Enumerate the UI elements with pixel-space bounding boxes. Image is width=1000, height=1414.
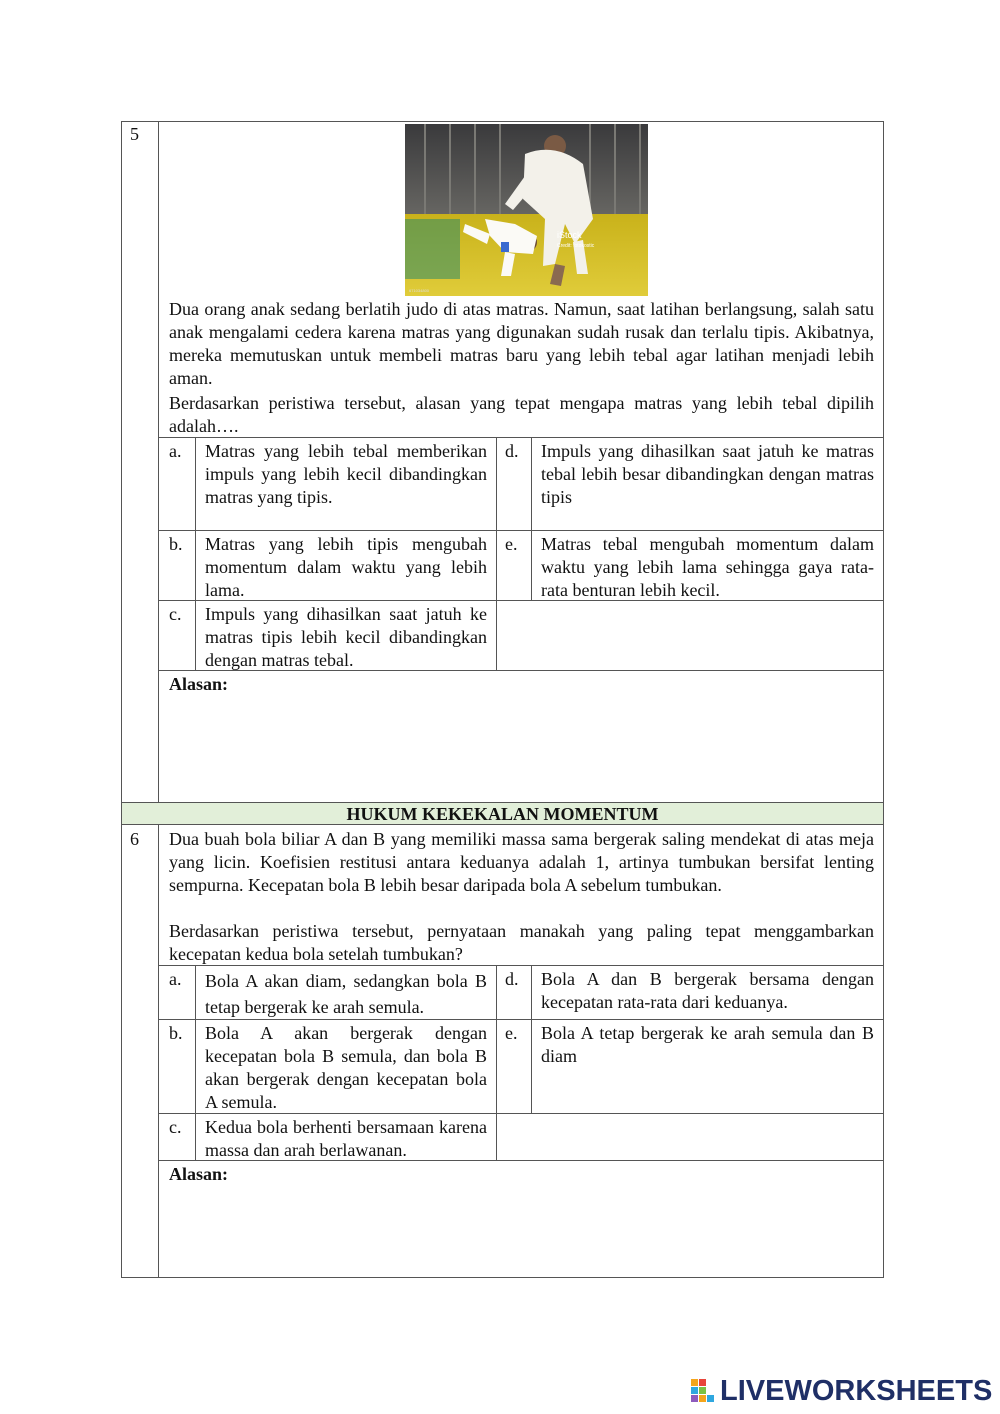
liveworksheets-logo-icon [690, 1378, 716, 1404]
q6-option-c[interactable]: Kedua bola berhenti bersamaan karena massa dan arah berlawanan. [205, 1117, 487, 1160]
q6-option-c-letter: c. [169, 1117, 182, 1137]
divider [195, 965, 196, 1161]
question-number-5: 5 [130, 124, 139, 144]
watermark-brand: iStock [557, 230, 582, 240]
q6-option-d[interactable]: Bola A dan B bergerak bersama dengan kecepatan rata-rata dari keduanya. [541, 969, 874, 1012]
q6-option-a-letter: a. [169, 969, 182, 989]
divider [496, 965, 497, 1161]
q6-option-d-letter: d. [505, 969, 519, 989]
number-column-divider [158, 121, 159, 1278]
q5-reason-label: Alasan: [169, 674, 229, 694]
q6-reason-label: Alasan: [169, 1164, 229, 1184]
q5-stem-paragraph-1: Dua orang anak sedang berlatih judo di atas matras. Namun, saat latihan berlangsung, salah satu anak mengalami cedera karena matras yang digunakan sudah rusak dan terlalu tipis. Akibatnya, mereka memutuskan untuk membeli matras baru yang lebih tebal agar latihan menjadi lebih aman. [169, 299, 874, 388]
q5-option-c-letter: c. [169, 604, 182, 624]
q6-option-b-letter: b. [169, 1023, 183, 1043]
watermark-credit: Credit: fotokostic [557, 243, 595, 249]
section-title-band: HUKUM KEKEKALAN MOMENTUM [122, 802, 883, 825]
divider [496, 437, 497, 671]
q5-option-b-letter: b. [169, 534, 183, 554]
q6-stem-paragraph-2: Berdasarkan peristiwa tersebut, pernyataan manakah yang paling tepat menggambarkan kecepatan kedua bola setelah tumbukan? [169, 921, 874, 964]
divider [531, 437, 532, 601]
q6-option-e[interactable]: Bola A tetap bergerak ke arah semula dan B diam [541, 1023, 874, 1066]
divider [195, 437, 196, 671]
divider [159, 437, 884, 438]
brand-name: LIVEWORKSHEETS [720, 1374, 993, 1407]
q5-option-a[interactable]: Matras yang lebih tebal memberikan impuls yang lebih kecil dibandingkan matras yang tipis. [205, 441, 487, 507]
divider [531, 965, 532, 1113]
q5-option-e-letter: e. [505, 534, 518, 554]
q5-option-d[interactable]: Impuls yang dihasilkan saat jatuh ke matras tebal lebih besar dibandingkan dengan matras tipis [541, 441, 874, 507]
q5-option-c[interactable]: Impuls yang dihasilkan saat jatuh ke matras tipis lebih kecil dibandingkan dengan matras tebal. [205, 604, 487, 670]
q6-option-e-letter: e. [505, 1023, 518, 1043]
divider [159, 965, 884, 966]
q5-option-a-letter: a. [169, 441, 182, 461]
liveworksheets-brand [690, 1374, 992, 1408]
q5-stem-paragraph-2: Berdasarkan peristiwa tersebut, alasan yang tepat mengapa matras yang lebih tebal dipilih adalah…. [169, 393, 874, 436]
q6-option-a[interactable]: Bola A akan diam, sedangkan bola B tetap bergerak ke arah semula. [205, 971, 487, 1017]
q6-stem-paragraph-1: Dua buah bola biliar A dan B yang memiliki massa sama bergerak saling mendekat di atas meja yang licin. Koefisien restitusi antara keduanya adalah 1, artinya tumbukan bersifat lenting sempurna. Kecepatan bola B lebih besar daripada bola A sebelum tumbukan. [169, 829, 874, 895]
q5-option-b[interactable]: Matras yang lebih tipis mengubah momentum dalam waktu yang lebih lama. [205, 534, 487, 600]
question-number-6: 6 [130, 829, 139, 849]
q6-option-b[interactable]: Bola A akan bergerak dengan kecepatan bola B semula, dan bola B akan bergerak dengan kecepatan bola A semula. [205, 1023, 487, 1112]
q5-option-d-letter: d. [505, 441, 519, 461]
q5-option-e[interactable]: Matras tebal mengubah momentum dalam waktu yang lebih lama sehingga gaya rata-rata benturan lebih kecil. [541, 534, 874, 600]
divider [159, 530, 884, 531]
judo-photo [405, 124, 648, 296]
watermark-id: 671034800 [409, 288, 430, 293]
